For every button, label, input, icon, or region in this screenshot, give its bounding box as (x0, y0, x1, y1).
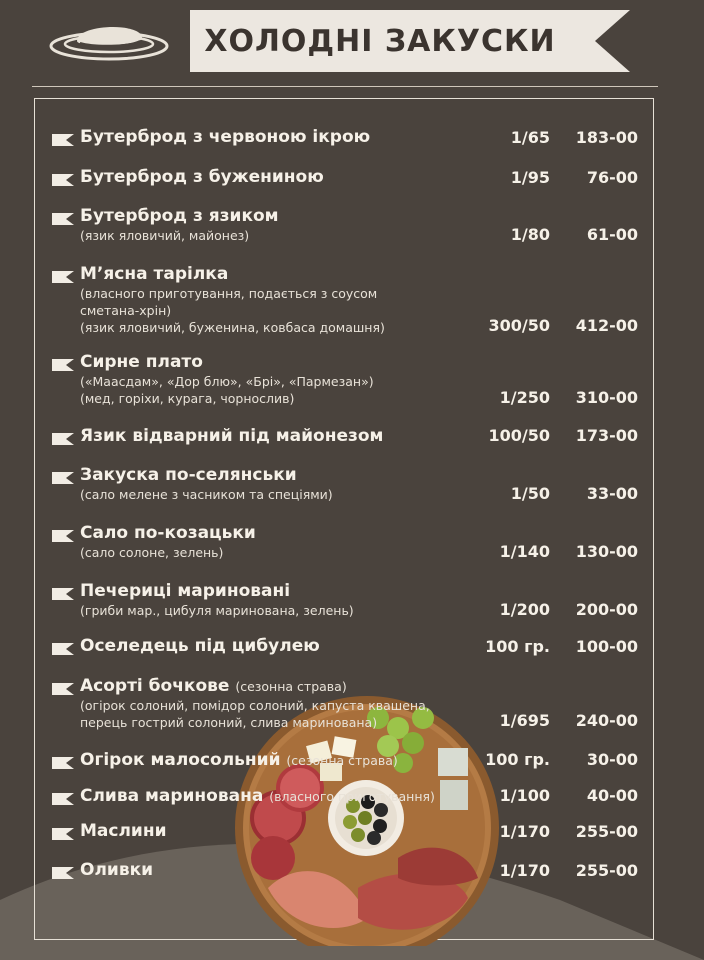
item-name-text: Печериці мариновані (80, 581, 291, 601)
flag-bullet-icon (52, 793, 74, 805)
item-price: 61-00 (586, 225, 638, 244)
item-name-text: Оселедець під цибулею (80, 636, 320, 656)
item-name-text: Язик відварний під майонезом (80, 426, 384, 446)
item-name (80, 126, 370, 148)
item-name-text: Сирне плато (80, 352, 203, 372)
menu-item (50, 580, 650, 620)
item-price: 255-00 (575, 861, 638, 880)
item-price: 200-00 (575, 600, 638, 619)
item-price: 183-00 (575, 128, 638, 147)
item-name-text: Слива маринована (80, 786, 264, 806)
menu-item (50, 166, 650, 206)
item-price: 173-00 (575, 426, 638, 445)
item-name-text: Огірок малосольний (80, 750, 281, 770)
item-name-text: Оливки (80, 860, 154, 880)
item-name (80, 580, 290, 602)
item-description: (язик яловичий, майонез) (80, 228, 250, 243)
menu-item (50, 820, 650, 860)
item-price: 310-00 (575, 388, 638, 407)
item-name (80, 263, 228, 285)
item-price: 255-00 (575, 822, 638, 841)
menu-item (50, 464, 650, 504)
item-note: (сезонна страва) (286, 753, 398, 768)
item-name (80, 166, 324, 188)
flag-bullet-icon (52, 472, 74, 484)
item-name-text: Бутерброд з бужениною (80, 167, 324, 187)
flag-bullet-icon (52, 213, 74, 225)
item-portion: 1/100 (499, 786, 550, 805)
item-description: (власного приготування, подається з соусом (80, 286, 378, 301)
item-description: («Маасдам», «Дор блю», «Брі», «Пармезан») (80, 374, 374, 389)
flag-bullet-icon (52, 588, 74, 600)
item-portion: 1/250 (499, 388, 550, 407)
item-description: (сало мелене з часником та спеціями) (80, 487, 333, 502)
menu-item (50, 263, 650, 335)
item-portion: 300/50 (488, 316, 550, 335)
item-portion: 1/65 (510, 128, 550, 147)
item-name-text: Бутерброд з червоною ікрою (80, 127, 371, 147)
item-name (80, 351, 203, 373)
flag-bullet-icon (52, 134, 74, 146)
flag-bullet-icon (52, 433, 74, 445)
menu-item (50, 205, 650, 245)
item-portion: 100 гр. (485, 750, 550, 769)
menu-item (50, 522, 650, 562)
item-name (80, 749, 398, 772)
flag-bullet-icon (52, 530, 74, 542)
item-name (80, 205, 279, 227)
item-price: 130-00 (575, 542, 638, 561)
item-description: сметана-хрін) (80, 303, 172, 318)
plate-icon (44, 16, 174, 66)
item-price: 100-00 (575, 637, 638, 656)
item-portion: 1/80 (510, 225, 550, 244)
item-name-text: Закуска по-селянськи (80, 465, 297, 485)
menu-item (50, 859, 650, 899)
item-note: (сезонна страва) (235, 679, 347, 694)
item-price: 76-00 (586, 168, 638, 187)
item-portion: 100 гр. (485, 637, 550, 656)
item-description: (мед, горіхи, курага, чорнослив) (80, 391, 295, 406)
item-name (80, 464, 297, 486)
item-name-text: Асорті бочкове (80, 676, 230, 696)
item-price: 240-00 (575, 711, 638, 730)
flag-bullet-icon (52, 683, 74, 695)
menu-item (50, 675, 650, 730)
item-name (80, 635, 320, 657)
menu-item (50, 425, 650, 465)
menu-item (50, 126, 650, 166)
item-price: 30-00 (586, 750, 638, 769)
item-name (80, 425, 383, 447)
item-portion: 100/50 (488, 426, 550, 445)
menu-item (50, 635, 650, 675)
item-name (80, 859, 153, 881)
menu-item (50, 351, 650, 407)
item-name (80, 785, 435, 808)
flag-bullet-icon (52, 174, 74, 186)
page-title: ХОЛОДНІ ЗАКУСКИ (204, 23, 556, 59)
item-portion: 1/50 (510, 484, 550, 503)
item-description: (гриби мар., цибуля маринована, зелень) (80, 603, 354, 618)
item-note: (власного приготування) (269, 789, 435, 804)
flag-bullet-icon (52, 757, 74, 769)
item-portion: 1/95 (510, 168, 550, 187)
item-price: 40-00 (586, 786, 638, 805)
item-description: (огірок солоний, помідор солоний, капуста квашена, (80, 698, 430, 713)
flag-bullet-icon (52, 271, 74, 283)
item-price: 33-00 (586, 484, 638, 503)
flag-bullet-icon (52, 643, 74, 655)
item-name-text: Сало по-козацьки (80, 523, 256, 543)
item-portion: 1/170 (499, 861, 550, 880)
divider (32, 86, 658, 87)
item-description: перець гострий солоний, слива маринована) (80, 715, 378, 730)
item-portion: 1/170 (499, 822, 550, 841)
item-name-text: Маслини (80, 821, 167, 841)
flag-bullet-icon (52, 867, 74, 879)
item-name (80, 675, 347, 698)
item-portion: 1/695 (499, 711, 550, 730)
flag-bullet-icon (52, 359, 74, 371)
item-description: (язик яловичий, буженина, ковбаса домашня) (80, 320, 385, 335)
item-portion: 1/200 (499, 600, 550, 619)
item-price: 412-00 (575, 316, 638, 335)
item-name (80, 820, 167, 842)
item-description: (сало солоне, зелень) (80, 545, 224, 560)
item-name-text: Бутерброд з язиком (80, 206, 279, 226)
item-name-text: М’ясна тарілка (80, 264, 229, 284)
item-name (80, 522, 256, 544)
menu-item (50, 749, 650, 789)
flag-bullet-icon (52, 828, 74, 840)
menu-item (50, 785, 650, 825)
item-portion: 1/140 (499, 542, 550, 561)
